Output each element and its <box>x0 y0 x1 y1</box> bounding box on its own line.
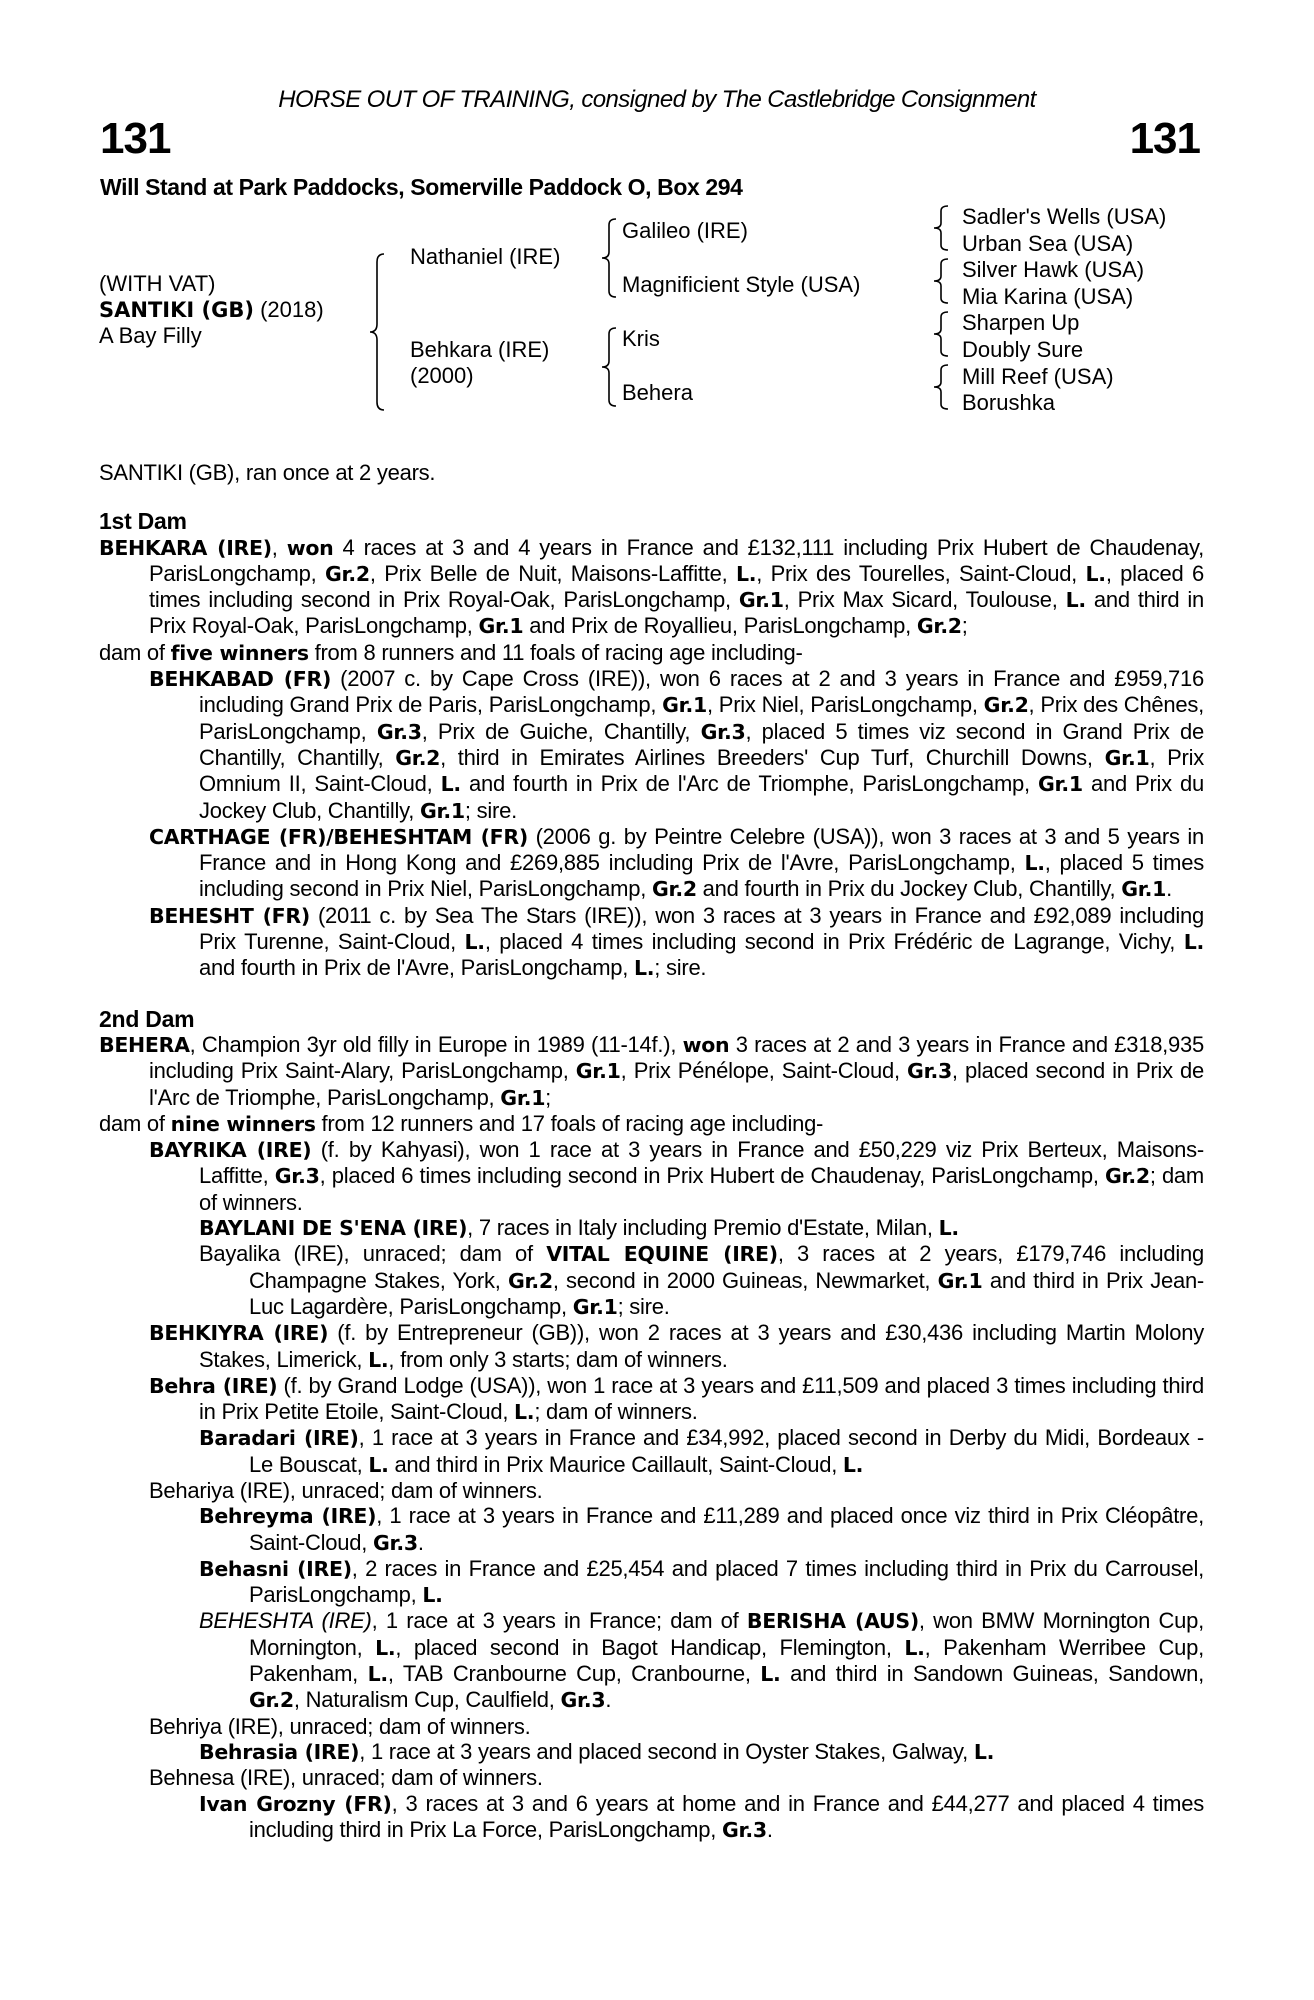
produce-entry-behnesa: Behnesa (IRE), unraced; dam of winners. <box>149 1765 543 1791</box>
pedigree-sire: Nathaniel (IRE) <box>410 244 561 269</box>
produce-entry: BEHESHT (FR) (2011 c. by Sea The Stars (IRE)), won 3 races at 3 years in France and £92,089 including Prix Turenne, Saint-Cloud, L., placed 4 times including second in Prix Frédéric de Lagrange, Vichy, L. and fourth in Prix de l'Avre, ParisLongchamp, L.; sire. <box>149 902 1204 981</box>
pedigree-brace-sire <box>600 217 620 299</box>
produce-entry-bayrika: BAYRIKA (IRE) (f. by Kahyasi), won 1 race at 3 years in France and £50,229 viz Prix Berteux, Maisons-Laffitte, Gr.3, placed 6 times including second in Prix Hubert de Chaudenay, ParisLongchamp, Gr.2; dam of winners. <box>149 1137 1204 1215</box>
lot-number-left: 131 <box>100 114 171 163</box>
pedigree-brace-g3-2 <box>932 257 952 307</box>
second-dam-entry: BEHERA, Champion 3yr old filly in Europe in 1989 (11-14f.), won 3 races at 2 and 3 years in France and £318,935 including Prix Saint-Alary, ParisLongchamp, Gr.1, Prix Pénélope, Saint-Cloud, Gr.3, placed second in Prix de l'Arc de Triomphe, ParisLongchamp, Gr.1; <box>99 1031 1204 1110</box>
horse-description: A Bay Filly <box>99 323 202 348</box>
pedigree-brace-g3-3 <box>932 310 952 360</box>
pedigree-g3-entry: Borushka <box>962 390 1055 416</box>
horse-year: (2018) <box>260 297 324 322</box>
pedigree-dam-dam: Behera <box>622 380 693 405</box>
pedigree-g3-entry: Silver Hawk (USA) <box>962 257 1145 283</box>
produce-entry-bayalika: Bayalika (IRE), unraced; dam of VITAL EQUINE (IRE), 3 races at 2 years, £179,746 including Champagne Stakes, York, Gr.2, second in 2000 Guineas, Newmarket, Gr.1 and third in Prix Jean-Luc Lagardère, ParisLongchamp, Gr.1; sire. <box>199 1241 1205 1319</box>
catalogue-body <box>99 460 1204 1843</box>
produce-entry-behkiyra: BEHKIYRA (IRE) (f. by Entrepreneur (GB)), won 2 races at 3 years and £30,436 including Martin Molony Stakes, Limerick, L., from only 3 starts; dam of winners. <box>149 1320 1204 1372</box>
pedigree-g3-entry: Sharpen Up <box>962 310 1080 336</box>
pedigree-brace-dam <box>600 326 620 408</box>
pedigree-dam-sire: Kris <box>622 326 660 351</box>
produce-entry: CARTHAGE (FR)/BEHESHTAM (FR) (2006 g. by Peintre Celebre (USA)), won 3 races at 3 and 5 years in France and in Hong Kong and £269,885 including Prix de l'Avre, ParisLongchamp, L., placed 5 times including second in Prix Niel, ParisLongchamp, Gr.2 and fourth in Prix du Jockey Club, Chantilly, Gr.1. <box>149 823 1204 902</box>
pedigree-sire-sire: Galileo (IRE) <box>622 218 748 243</box>
vat-label: (WITH VAT) <box>99 271 216 296</box>
produce-entry: BEHKABAD (FR) (2007 c. by Cape Cross (IRE)), won 6 races at 2 and 3 years in France and £959,716 including Grand Prix de Paris, ParisLongchamp, Gr.1, Prix Niel, ParisLongchamp, Gr.2, Prix des Chênes, ParisLongchamp, Gr.3, Prix de Guiche, Chantilly, Gr.3, placed 5 times viz second in Grand Prix de Chantilly, Chantilly, Gr.2, third in Emirates Airlines Breeders' Cup Turf, Churchill Downs, Gr.1, Prix Omnium II, Saint-Cloud, L. and fourth in Prix de l'Arc de Triomphe, ParisLongchamp, Gr.1 and Prix du Jockey Club, Chantilly, Gr.1; sire. <box>149 666 1204 823</box>
produce-entry-beheshta: BEHESHTA (IRE), 1 race at 3 years in France; dam of BERISHA (AUS), won BMW Mornington Cup, Mornington, L., placed second in Bagot Handicap, Flemington, L., Pakenham Werribee Cup, Pakenham, L., TAB Cranbourne Cup, Cranbourne, L. and third in Sandown Guineas, Sandown, Gr.2, Naturalism Cup, Caulfield, Gr.3. <box>199 1608 1204 1713</box>
pedigree-g3-entry: Sadler's Wells (USA) <box>962 204 1167 229</box>
produce-entry-behra: Behra (IRE) (f. by Grand Lodge (USA)), won 1 race at 3 years and £11,509 and placed 3 times including third in Prix Petite Etoile, Saint-Cloud, L.; dam of winners. <box>149 1372 1205 1425</box>
consignment-header: HORSE OUT OF TRAINING, consigned by The Castlebridge Consignment <box>278 86 1036 113</box>
second-dam-produce-summary: dam of nine winners from 12 runners and 17 foals of racing age including- <box>99 1110 824 1136</box>
produce-entry-baylani: BAYLANI DE S'ENA (IRE), 7 races in Italy including Premio d'Estate, Milan, L. <box>199 1215 959 1241</box>
produce-entry-behrasia: Behrasia (IRE), 1 race at 3 years and placed second in Oyster Stakes, Galway, L. <box>199 1738 995 1764</box>
first-dam-heading: 1st Dam <box>99 508 187 535</box>
first-dam-produce-summary: dam of five winners from 8 runners and 11 foals of racing age including- <box>99 639 803 665</box>
pedigree-g3-entry: Mill Reef (USA) <box>962 363 1114 389</box>
produce-entry-behasni: Behasni (IRE), 2 races in France and £25,454 and placed 7 times including third in Prix du Carrousel, ParisLongchamp, L. <box>199 1555 1205 1608</box>
horse-title <box>99 297 324 323</box>
pedigree-brace-g3-1 <box>932 204 952 254</box>
pedigree-brace-g3-4 <box>932 363 952 413</box>
stand-location: Will Stand at Park Paddocks, Somerville Paddock O, Box 294 <box>100 174 743 200</box>
pedigree-sire-dam: Magnificient Style (USA) <box>622 272 861 297</box>
horse-info <box>99 271 324 349</box>
pedigree-gen3 <box>962 204 1166 417</box>
pedigree-dam: Behkara (IRE) <box>410 337 550 362</box>
pedigree-dam-year: (2000) <box>410 363 474 388</box>
produce-entry-behreyma: Behreyma (IRE), 1 race at 3 years in France and £11,289 and placed once viz third in Prix Cléopâtre, Saint-Cloud, Gr.3. <box>199 1503 1204 1555</box>
racing-summary: SANTIKI (GB), ran once at 2 years. <box>99 460 436 485</box>
produce-entry-behriya: Behriya (IRE), unraced; dam of winners. <box>149 1713 531 1739</box>
pedigree-g3-entry: Urban Sea (USA) <box>962 230 1134 256</box>
pedigree-g3-entry: Doubly Sure <box>962 336 1084 362</box>
produce-entry-behariya: Behariya (IRE), unraced; dam of winners. <box>149 1477 543 1503</box>
produce-entry-baradari: Baradari (IRE), 1 race at 3 years in France and £34,992, placed second in Derby du Midi, Bordeaux - Le Bouscat, L. and third in Prix Maurice Caillault, Saint-Cloud, L. <box>199 1425 1204 1477</box>
first-dam-entry: BEHKARA (IRE), won 4 races at 3 and 4 years in France and £132,111 including Prix Hubert de Chaudenay, ParisLongchamp, Gr.2, Prix Belle de Nuit, Maisons-Laffitte, L., Prix des Tourelles, Saint-Cloud, L., placed 6 times including second in Prix Royal-Oak, ParisLongchamp, Gr.1, Prix Max Sicard, Toulouse, L. and third in Prix Royal-Oak, ParisLongchamp, Gr.1 and Prix de Royallieu, ParisLongchamp, Gr.2; <box>99 534 1204 639</box>
produce-entry-ivan-grozny: Ivan Grozny (FR), 3 races at 3 and 6 years at home and in France and £44,277 and placed 4 times including third in Prix La Force, ParisLongchamp, Gr.3. <box>199 1790 1204 1842</box>
pedigree-dam-block <box>410 337 549 389</box>
horse-name: SANTIKI (GB) <box>99 298 254 322</box>
pedigree-brace-main <box>368 252 388 412</box>
second-dam-heading: 2nd Dam <box>99 1005 195 1032</box>
pedigree-g3-entry: Mia Karina (USA) <box>962 283 1134 309</box>
lot-number-right: 131 <box>1129 114 1200 163</box>
